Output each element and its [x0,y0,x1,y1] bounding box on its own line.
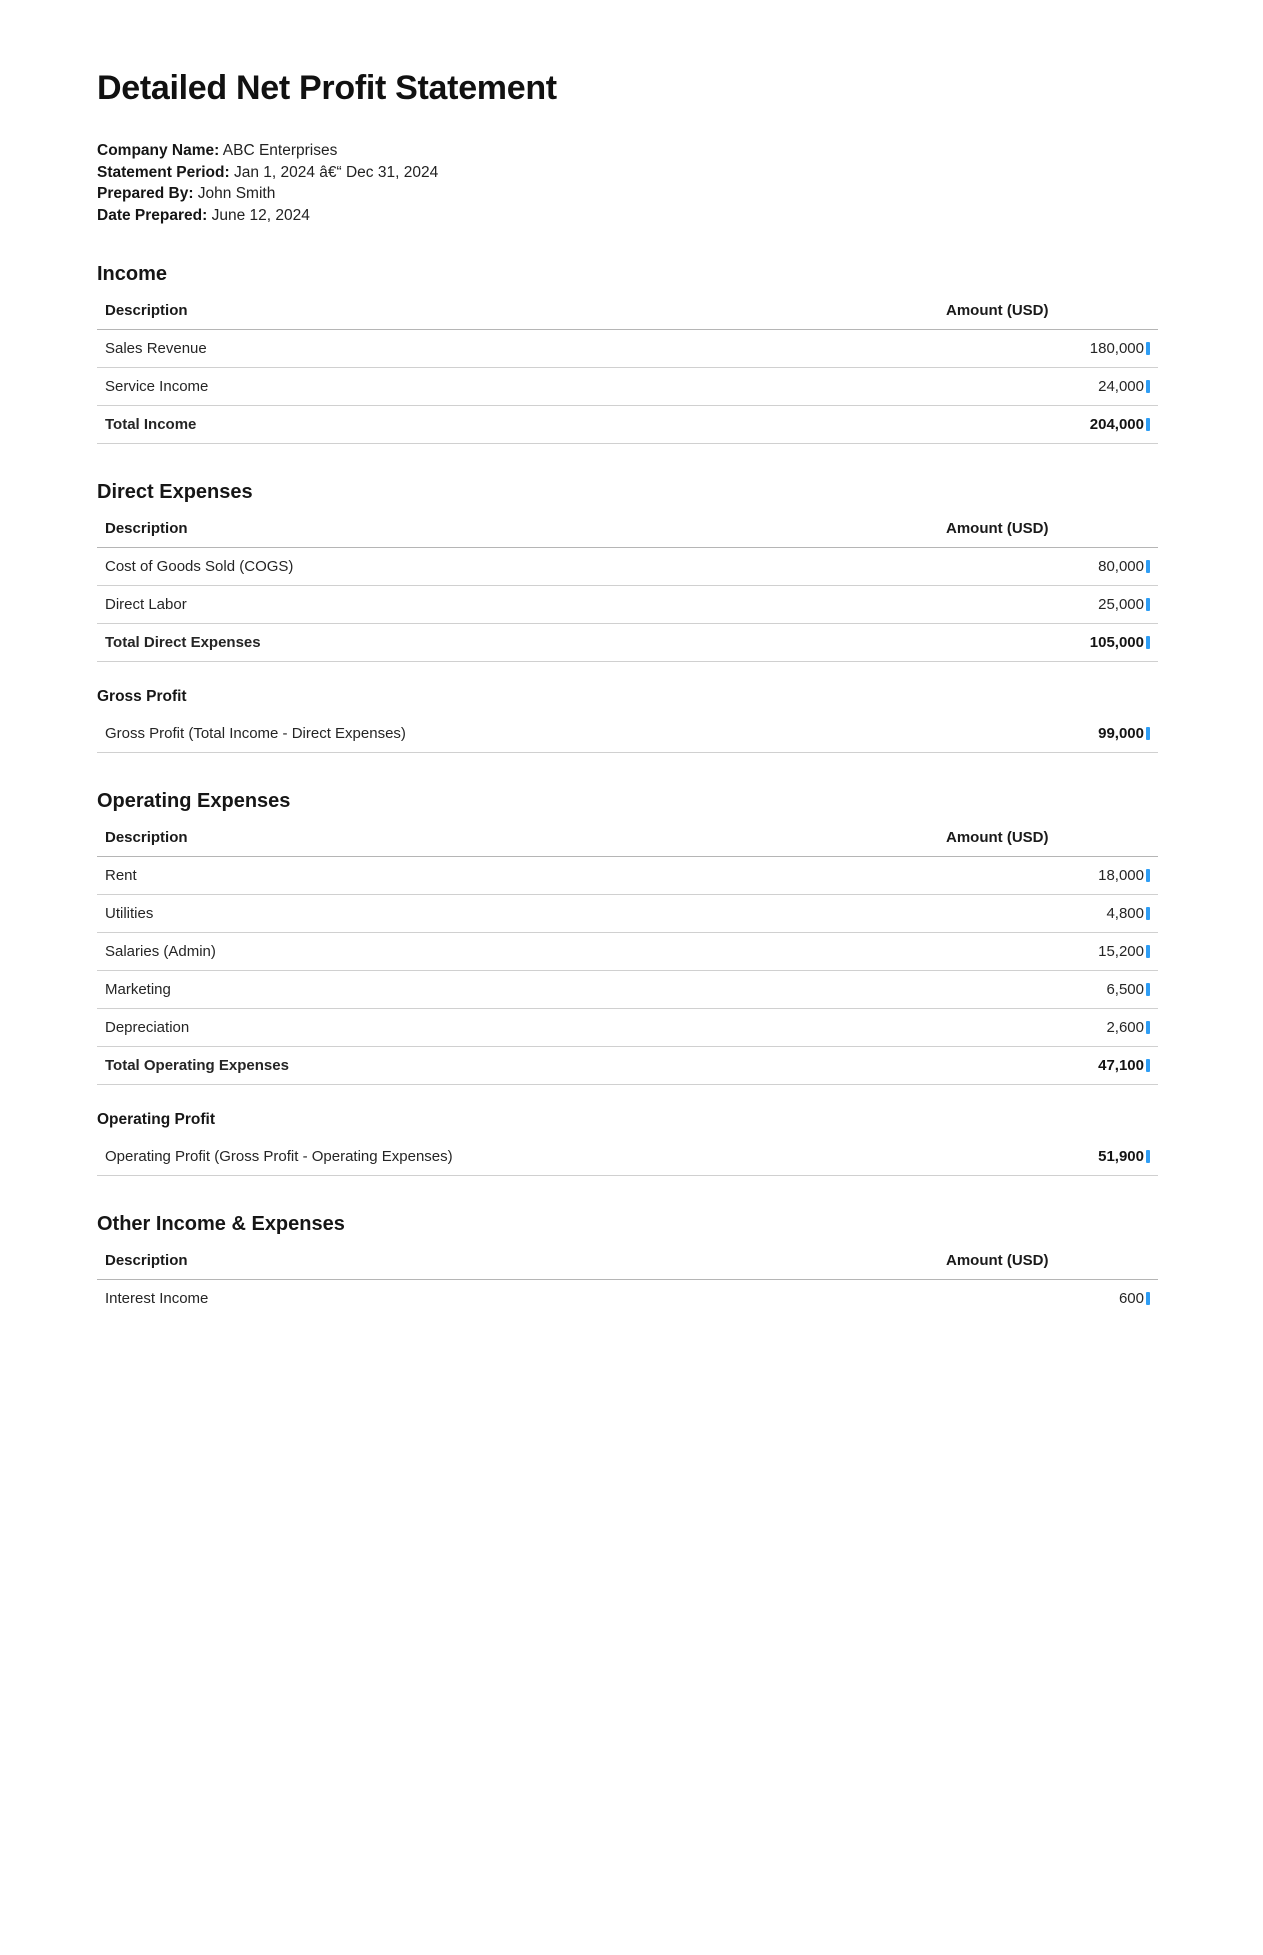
row-label: Direct Labor [97,586,938,624]
row-label: Utilities [97,895,938,933]
amount-value: 80,000 [1098,558,1144,575]
meta-line-statement-period [97,162,1158,184]
section-heading-direct-expenses: Direct Expenses [97,481,253,503]
amount-header: Amount (USD) [938,510,1158,548]
amount-value: 25,000 [1098,596,1144,613]
row-label: Interest Income [97,1280,938,1308]
other-income-expenses-table [97,1242,1158,1307]
table-header-row [97,1242,1158,1280]
amount-value: 204,000 [1089,416,1144,433]
description-header: Description [97,510,938,548]
row-label: Total Operating Expenses [97,1047,938,1085]
section-heading-gross-profit: Gross Profit [97,688,187,705]
row-amount [938,857,1158,895]
table-row [97,586,1158,624]
row-label: Operating Profit (Gross Profit - Operating Expenses) [97,1138,938,1176]
row-label: Total Income [97,406,938,444]
amount-value: 6,500 [1106,981,1144,998]
table-row [97,715,1158,753]
blue-caret-icon [1146,869,1150,882]
table-body [97,715,1158,753]
meta-line-prepared-by [97,183,1158,205]
meta-label: Date Prepared: [97,206,208,224]
blue-caret-icon [1146,945,1150,958]
operating-profit-table [97,1138,1158,1176]
table-row [97,1047,1158,1085]
document-meta [97,140,1158,226]
table-row [97,895,1158,933]
blue-caret-icon [1146,636,1150,649]
table-head [97,1242,1158,1280]
table-row [97,406,1158,444]
meta-label: Statement Period: [97,163,230,181]
table-row [97,330,1158,368]
page-title: Detailed Net Profit Statement [97,69,557,107]
table-header-row [97,819,1158,857]
table-head [97,292,1158,330]
description-header: Description [97,292,938,330]
blue-caret-icon [1146,907,1150,920]
blue-caret-icon [1146,598,1150,611]
table-body [97,330,1158,444]
blue-caret-icon [1146,1150,1150,1163]
blue-caret-icon [1146,1021,1150,1034]
amount-value: 15,200 [1098,943,1144,960]
table-row [97,1138,1158,1176]
blue-caret-icon [1146,727,1150,740]
row-amount [938,368,1158,406]
row-amount [938,548,1158,586]
amount-header: Amount (USD) [938,292,1158,330]
table-head [97,819,1158,857]
row-amount [938,586,1158,624]
row-amount [938,330,1158,368]
row-label: Rent [97,857,938,895]
table-row [97,1280,1158,1308]
amount-header: Amount (USD) [938,1242,1158,1280]
blue-caret-icon [1146,418,1150,431]
row-label: Marketing [97,971,938,1009]
row-amount [938,715,1158,753]
section-heading-operating-expenses: Operating Expenses [97,790,291,812]
direct-expenses-table [97,510,1158,662]
row-amount [938,1009,1158,1047]
meta-line-company-name [97,140,1158,162]
row-amount [938,624,1158,662]
operating-expenses-table [97,819,1158,1085]
amount-value: 24,000 [1098,378,1144,395]
blue-caret-icon [1146,1292,1150,1305]
amount-value: 18,000 [1098,867,1144,884]
amount-value: 600 [1118,1290,1144,1307]
meta-value: Jan 1, 2024 â€“ Dec 31, 2024 [233,163,439,181]
table-header-row [97,510,1158,548]
row-amount [938,1280,1158,1308]
row-label: Service Income [97,368,938,406]
table-row [97,548,1158,586]
meta-value: June 12, 2024 [211,206,310,224]
section-heading-other-income-expenses: Other Income & Expenses [97,1213,345,1235]
meta-label: Prepared By: [97,185,194,202]
row-label: Salaries (Admin) [97,933,938,971]
row-label: Cost of Goods Sold (COGS) [97,548,938,586]
table-body [97,1280,1158,1308]
section-heading-income: Income [97,263,168,285]
amount-value: 99,000 [1098,725,1144,742]
amount-value: 51,900 [1098,1148,1144,1165]
amount-value: 105,000 [1089,634,1144,651]
table-body [97,857,1158,1085]
amount-value: 180,000 [1089,340,1144,357]
meta-value: John Smith [197,185,276,202]
table-head [97,510,1158,548]
amount-value: 4,800 [1106,905,1144,922]
row-amount [938,971,1158,1009]
row-amount [938,1047,1158,1085]
description-header: Description [97,1242,938,1280]
table-row [97,1009,1158,1047]
row-amount [938,1138,1158,1176]
gross-profit-table [97,715,1158,753]
table-body [97,548,1158,662]
table-body [97,1138,1158,1176]
amount-value: 2,600 [1106,1019,1144,1036]
row-label: Depreciation [97,1009,938,1047]
amount-value: 47,100 [1098,1057,1144,1074]
income-table [97,292,1158,444]
table-row [97,933,1158,971]
row-label: Sales Revenue [97,330,938,368]
row-amount [938,406,1158,444]
blue-caret-icon [1146,1059,1150,1072]
blue-caret-icon [1146,342,1150,355]
description-header: Description [97,819,938,857]
table-row [97,971,1158,1009]
blue-caret-icon [1146,380,1150,393]
table-row [97,857,1158,895]
blue-caret-icon [1146,560,1150,573]
table-row [97,368,1158,406]
statement-sections [97,262,1158,1307]
table-header-row [97,292,1158,330]
meta-label: Company Name: [97,142,220,159]
row-amount [938,895,1158,933]
row-label: Gross Profit (Total Income - Direct Expenses) [97,715,938,753]
table-row [97,624,1158,662]
blue-caret-icon [1146,983,1150,996]
section-heading-operating-profit: Operating Profit [97,1111,215,1128]
row-amount [938,933,1158,971]
meta-value: ABC Enterprises [222,142,338,159]
row-label: Total Direct Expenses [97,624,938,662]
amount-header: Amount (USD) [938,819,1158,857]
meta-line-date-prepared [97,205,1158,227]
